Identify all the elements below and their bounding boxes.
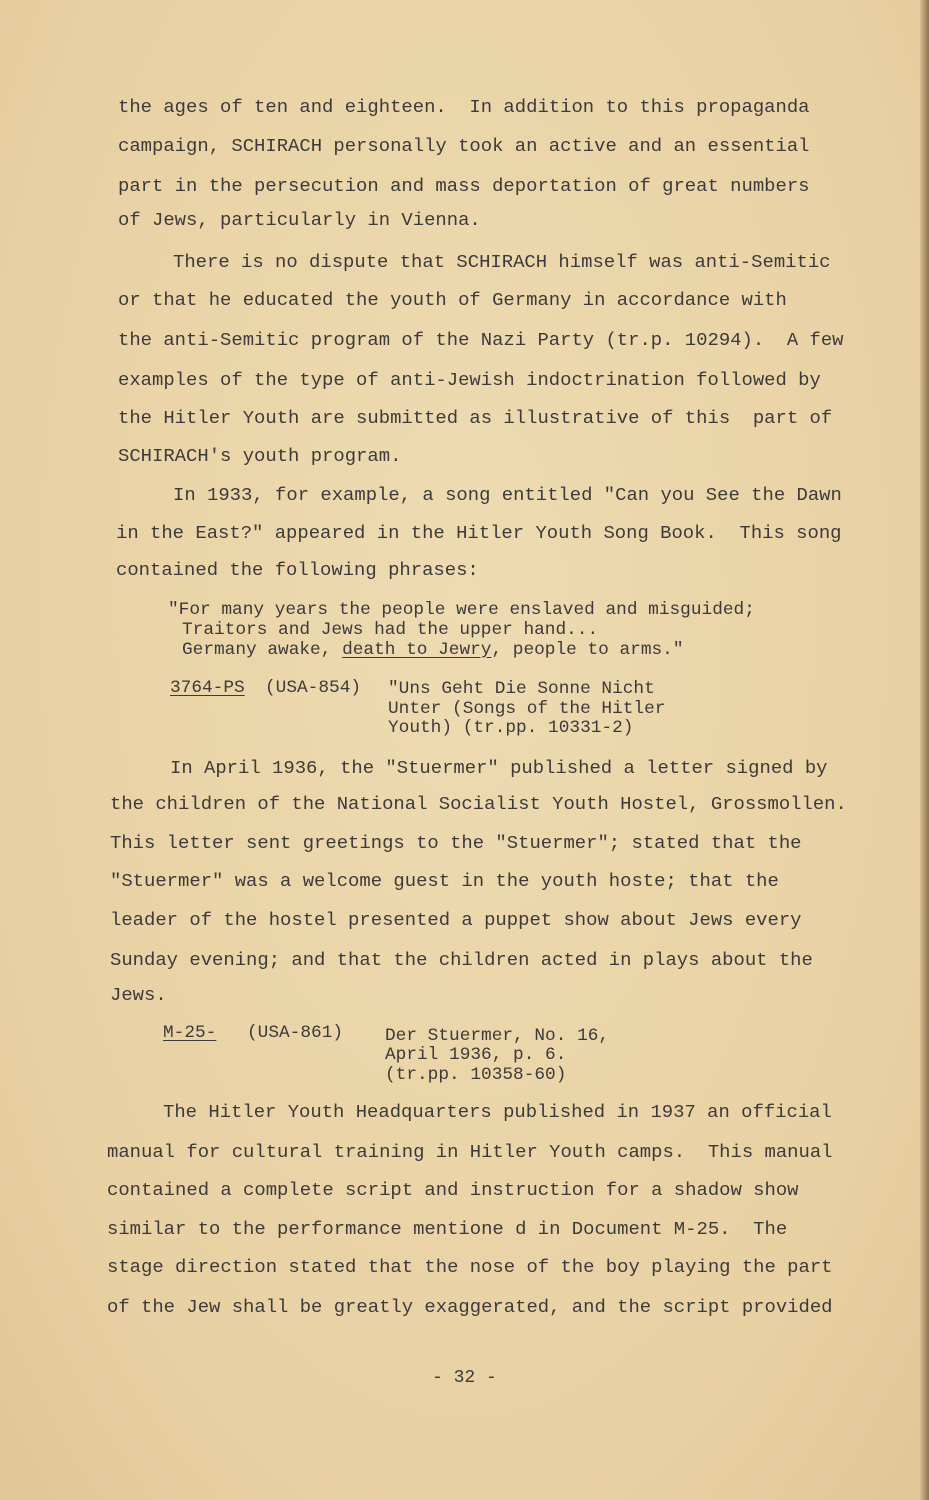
- citation-doc-id: M-25-: [163, 1023, 217, 1043]
- citation-source: Unter (Songs of the Hitler: [388, 699, 666, 719]
- text-line: The Hitler Youth Headquarters published in 1937 an official: [163, 1101, 832, 1123]
- text-line: examples of the type of anti-Jewish indoctrination followed by: [118, 369, 821, 391]
- text-line: the children of the National Socialist Youth Hostel, Grossmollen.: [110, 793, 847, 815]
- text-line: the anti-Semitic program of the Nazi Party (tr.p. 10294). A few: [118, 329, 844, 351]
- quote-line: [182, 639, 684, 661]
- text-line: stage direction stated that the nose of the boy playing the part: [107, 1256, 833, 1278]
- quote-text: Germany awake,: [182, 640, 343, 660]
- quote-line: Traitors and Jews had the upper hand...: [182, 620, 599, 640]
- text-line: the Hitler Youth are submitted as illustrative of this part of: [118, 407, 833, 429]
- text-line: "Stuermer" was a welcome guest in the youth hoste; that the: [110, 870, 779, 892]
- citation-source: April 1936, p. 6.: [385, 1045, 567, 1065]
- page-number: - 32 -: [432, 1368, 497, 1388]
- citation-source: (tr.pp. 10358-60): [385, 1065, 567, 1085]
- text-line: leader of the hostel presented a puppet show about Jews every: [110, 909, 802, 931]
- text-line: campaign, SCHIRACH personally took an active and an essential: [118, 135, 810, 157]
- text-line: There is no dispute that SCHIRACH himself was anti-Semitic: [173, 251, 831, 273]
- citation-source: "Uns Geht Die Sonne Nicht: [388, 679, 655, 699]
- text-line: This letter sent greetings to the "Stuermer"; stated that the: [110, 832, 802, 854]
- text-line: or that he educated the youth of Germany in accordance with: [118, 289, 787, 311]
- text-line: of the Jew shall be greatly exaggerated, and the script provided: [107, 1296, 833, 1318]
- citation-exhibit: (USA-854): [265, 678, 362, 698]
- citation-exhibit: (USA-861): [247, 1023, 344, 1043]
- quote-line: "For many years the people were enslaved and misguided;: [168, 600, 755, 620]
- text-line: SCHIRACH's youth program.: [118, 445, 402, 467]
- text-line: Sunday evening; and that the children acted in plays about the: [110, 949, 813, 971]
- text-line: the ages of ten and eighteen. In addition to this propaganda: [118, 96, 810, 118]
- text-line: In April 1936, the "Stuermer" published a letter signed by: [170, 757, 828, 779]
- text-line: contained the following phrases:: [116, 559, 479, 581]
- text-line: of Jews, particularly in Vienna.: [118, 209, 481, 231]
- paper-edge: [920, 0, 929, 1500]
- underlined-phrase: death to Jewry: [342, 640, 492, 660]
- text-line: contained a complete script and instruction for a shadow show: [107, 1179, 799, 1201]
- quote-text: , people to arms.": [491, 640, 684, 660]
- text-line: In 1933, for example, a song entitled "Can you See the Dawn: [173, 484, 842, 506]
- citation-source: Der Stuermer, No. 16,: [385, 1026, 610, 1046]
- citation-doc-id: 3764-PS: [170, 678, 245, 698]
- text-line: manual for cultural training in Hitler Youth camps. This manual: [107, 1141, 833, 1163]
- text-line: part in the persecution and mass deportation of great numbers: [118, 175, 810, 197]
- text-line: in the East?" appeared in the Hitler Youth Song Book. This song: [116, 522, 842, 544]
- text-line: Jews.: [110, 984, 167, 1006]
- text-line: similar to the performance mentione d in Document M-25. The: [107, 1218, 788, 1240]
- citation-source: Youth) (tr.pp. 10331-2): [388, 718, 634, 738]
